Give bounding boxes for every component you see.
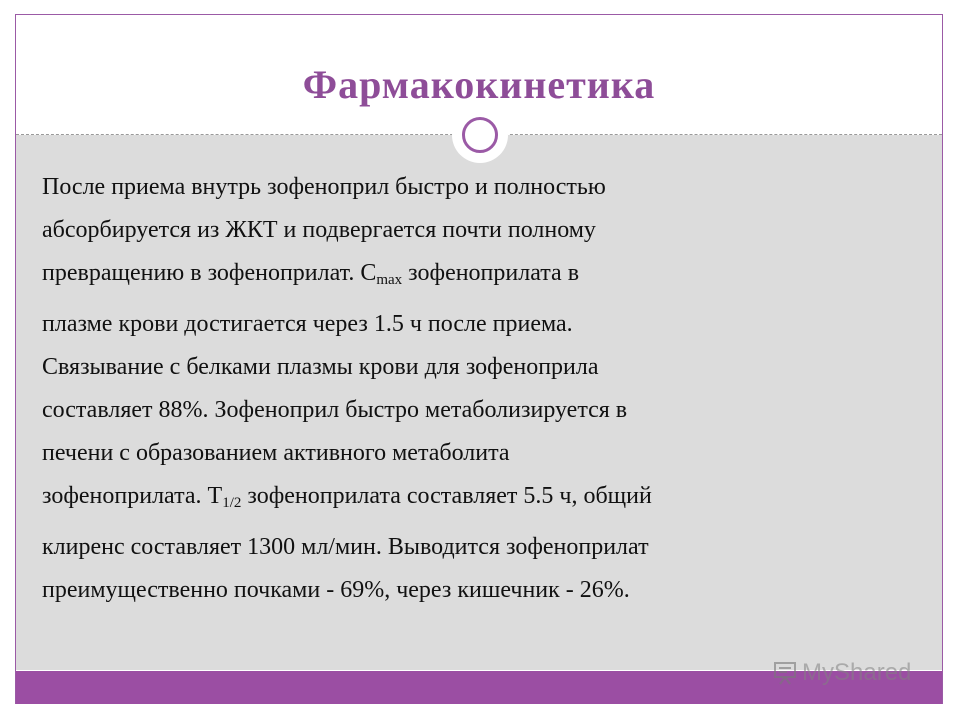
subscript-half-life: 1/2 bbox=[222, 495, 242, 512]
body-line: печени с образованием активного метаболита bbox=[42, 440, 510, 467]
body-line: преимущественно почками - 69%, через кишечник - 26%. bbox=[42, 576, 630, 603]
ring-inner bbox=[462, 117, 498, 153]
subscript-max: max bbox=[376, 272, 403, 289]
body-text-segment: зофеноприлата. Т bbox=[42, 483, 223, 510]
body-line bbox=[42, 475, 912, 525]
body-line bbox=[42, 252, 912, 302]
slide-title: Фармакокинетика bbox=[302, 62, 656, 107]
body-line: После приема внутрь зофеноприл быстро и полностью bbox=[42, 174, 606, 200]
body-line: плазме крови достигается через 1.5 ч после приема. bbox=[42, 310, 573, 337]
body-text-segment: зофеноприлата в bbox=[402, 260, 580, 287]
slide-body bbox=[42, 166, 912, 612]
body-line: Связывание с белками плазмы крови для зофеноприла bbox=[42, 353, 599, 380]
body-text-segment: зофеноприлата составляет 5.5 ч, общий bbox=[241, 483, 652, 510]
body-line: клиренс составляет 1300 мл/мин. Выводится зофеноприлат bbox=[42, 533, 649, 560]
watermark bbox=[772, 658, 911, 688]
watermark-text: MyShared bbox=[802, 659, 912, 686]
body-line: абсорбируется из ЖКТ и подвергается почти полному bbox=[42, 217, 596, 244]
presentation-board-icon bbox=[772, 661, 798, 685]
body-line: составляет 88%. Зофеноприл быстро метаболизируется в bbox=[42, 397, 628, 424]
body-text-segment: превращению в зофеноприлат. С bbox=[42, 260, 377, 287]
